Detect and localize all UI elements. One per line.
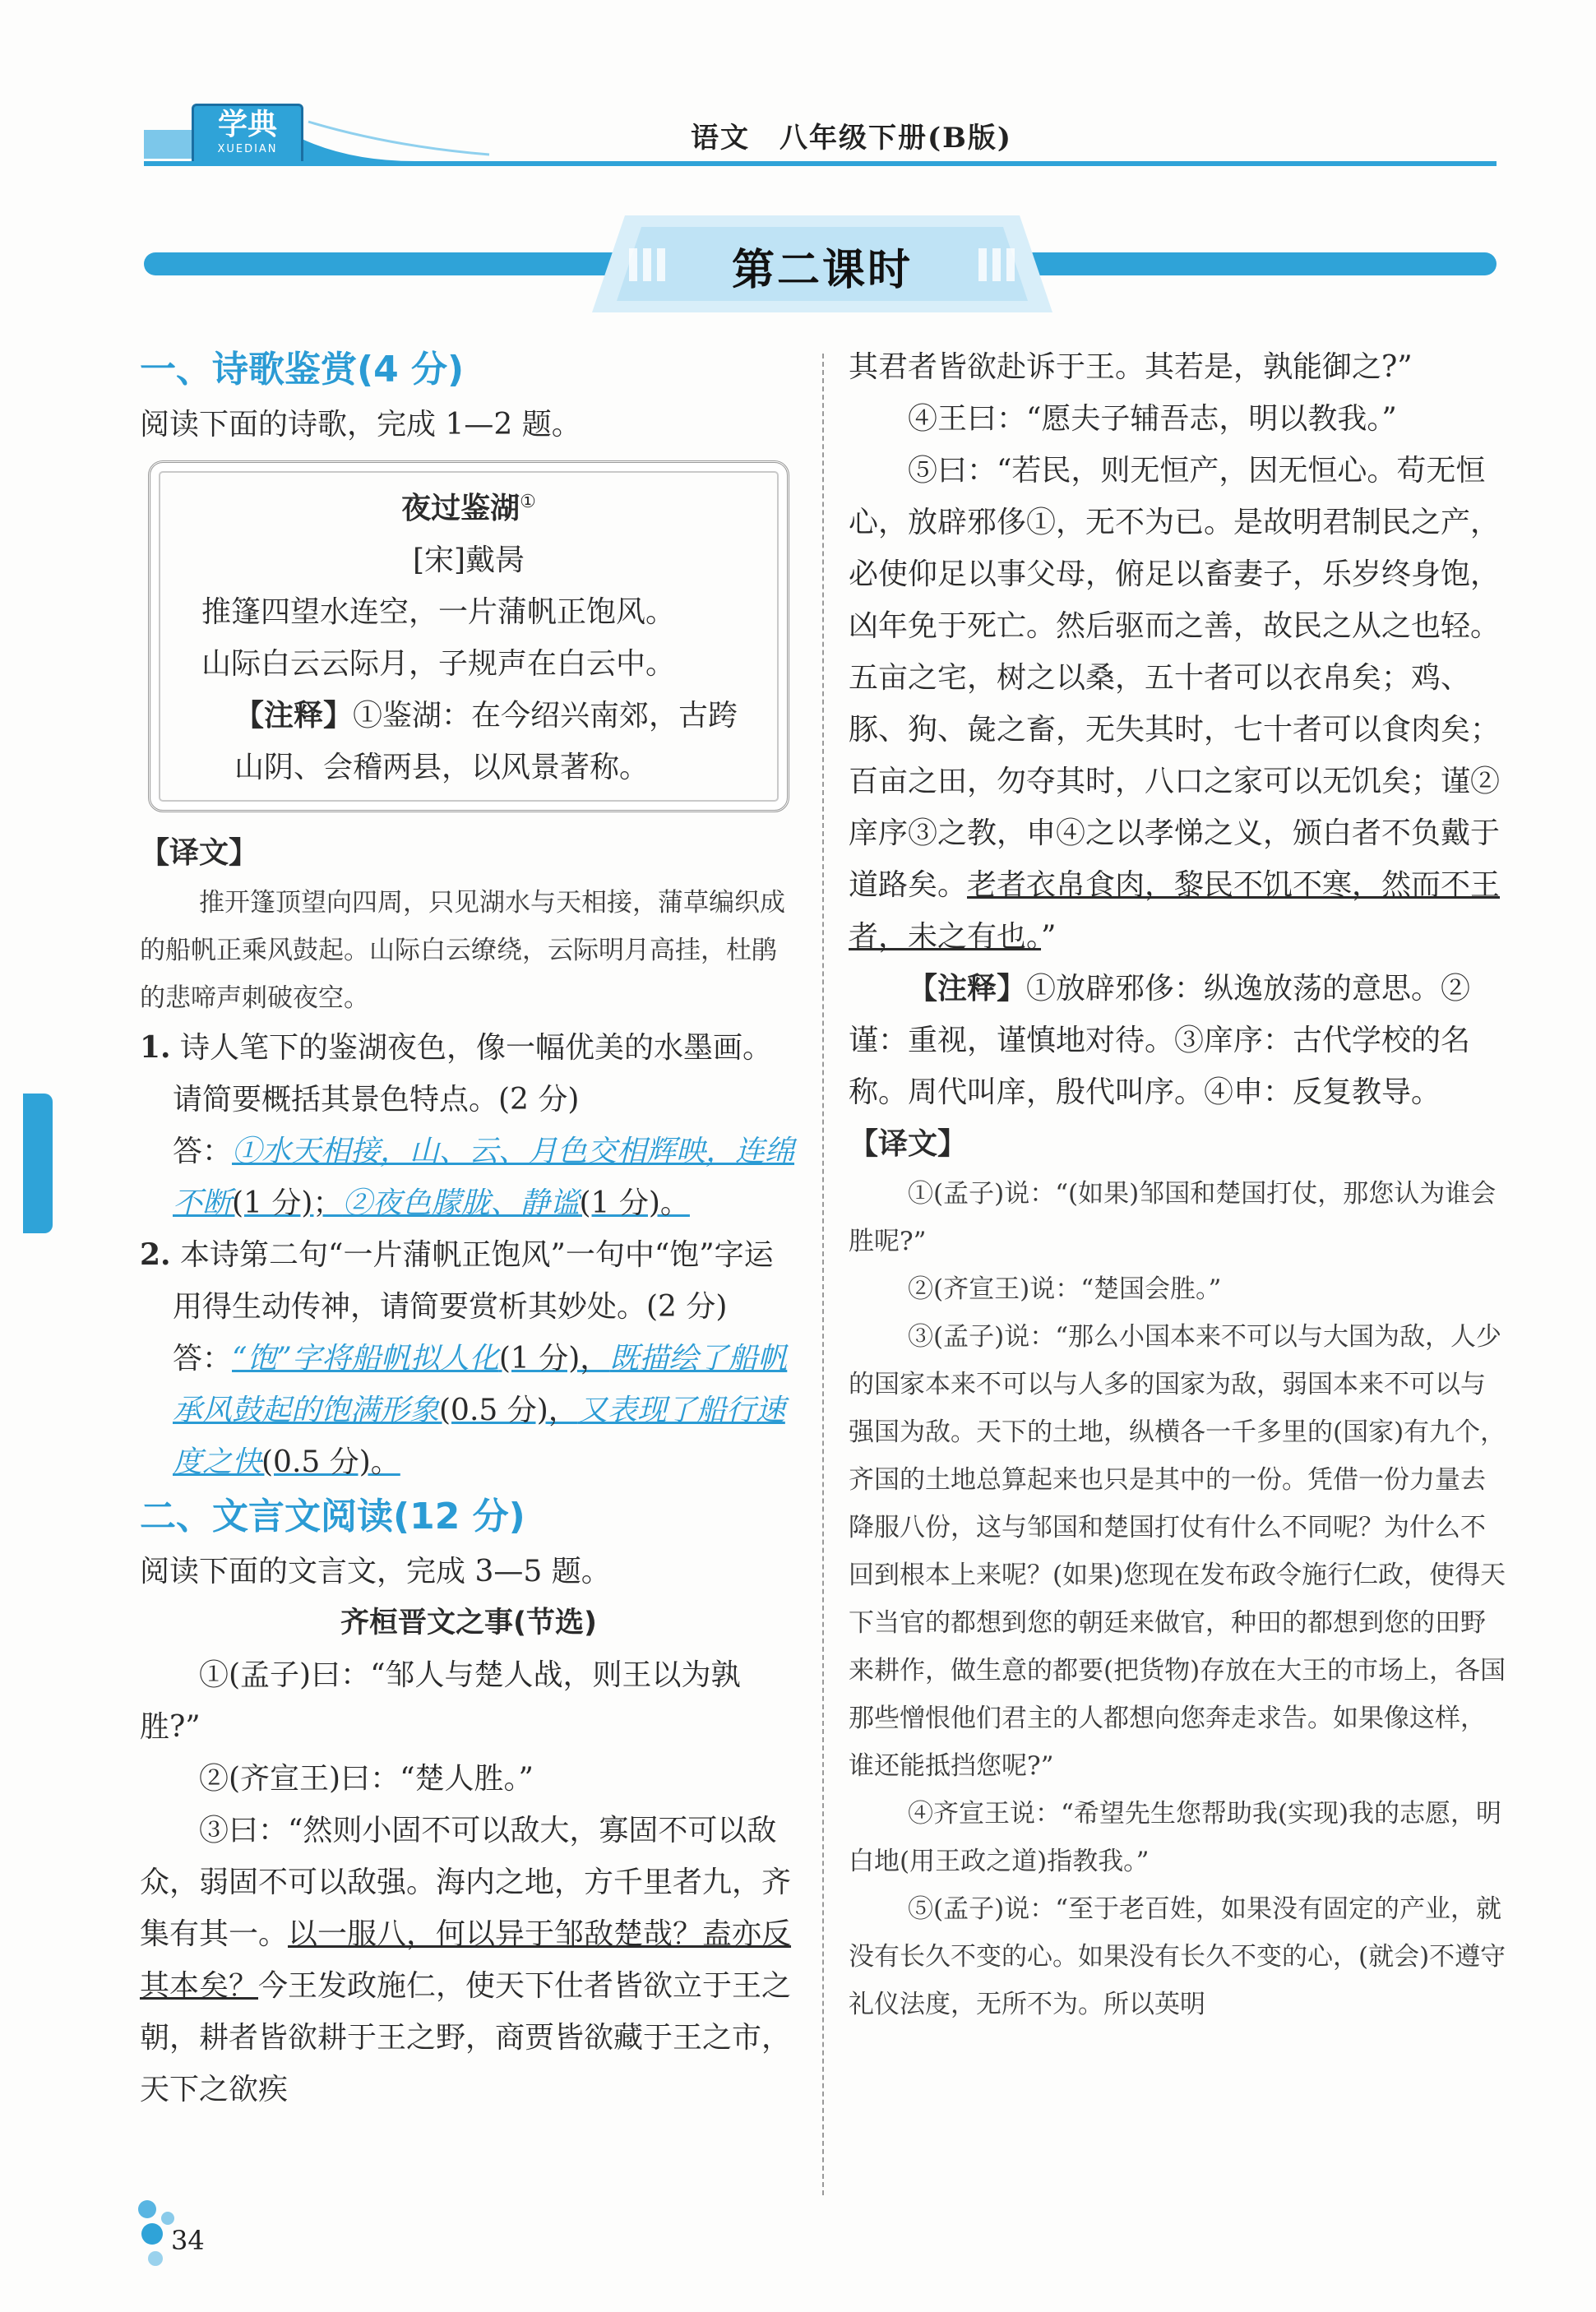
q2-answer bbox=[140, 1333, 798, 1488]
poem-box bbox=[148, 460, 789, 812]
wenyan-para-4: ④王曰：“愿夫子辅吾志，明以教我。” bbox=[908, 402, 1397, 436]
q1-answer-a: ①水天相接，山、云、月色交相辉映，连绵不断 bbox=[173, 1135, 795, 1220]
part1-heading: 一、诗歌鉴赏(4 分) bbox=[140, 349, 465, 391]
q1-number: 1. bbox=[140, 1030, 171, 1065]
q2-answer-label: 答： bbox=[173, 1342, 233, 1376]
poem-note bbox=[201, 690, 762, 793]
q1-text: 诗人笔下的鉴湖夜色，像一幅优美的水墨画。请简要概括其景色特点。(2 分) bbox=[173, 1031, 773, 1117]
wenyan-para-1: ①(孟子)曰：“邹人与楚人战，则王以为孰胜?” bbox=[140, 1658, 741, 1744]
translation-5: ⑤(孟子)说：“至于老百姓，如果没有固定的产业，就没有长久不变的心。如果没有长久不变的心，(就会)不遵守礼仪法度，无所不为。所以英明 bbox=[849, 1894, 1506, 2019]
q1-answer-label: 答： bbox=[173, 1135, 233, 1168]
wenyan-para-3-a: ③曰：“然则小固不可以敌大，寡固不可以敌众，弱固不可以敌强。海内之地，方千里者九，齐集有其一。 bbox=[140, 1814, 792, 1951]
poem-note-tag: 【注释】 bbox=[234, 699, 354, 733]
wenyan-notes bbox=[849, 963, 1506, 1118]
page-number: 34 bbox=[171, 2225, 205, 2256]
part1-intro: 阅读下面的诗歌，完成 1—2 题。 bbox=[140, 408, 581, 442]
poem-note-text: ①鉴湖：在今绍兴南郊，古跨山阴、会稽两县，以风景著称。 bbox=[234, 699, 738, 784]
section-title: 第二课时 bbox=[731, 246, 913, 295]
wenyan-para-3-b: 今王发政施仁，使天下仕者皆欲立于王之朝，耕者皆欲耕于王之野，商贾皆欲藏于王之市，天下之欲疾 bbox=[140, 1969, 792, 2106]
right-column bbox=[849, 341, 1506, 2028]
question-2 bbox=[140, 1229, 798, 1333]
translation-1: ①(孟子)说：“(如果)邹国和楚国打仗，那您认为谁会胜呢?” bbox=[849, 1179, 1497, 1256]
q2-answer-c: 又表现了船行速度之快 bbox=[173, 1394, 785, 1479]
book-title: 语文 八年级下册(B版) bbox=[691, 122, 1012, 155]
wenyan-para-5 bbox=[849, 445, 1506, 963]
wenyan-para-3-cont: 其君者皆欲赴诉于王。其若是，孰能御之?” bbox=[849, 350, 1413, 384]
header-rule bbox=[144, 161, 1497, 166]
poem-yiwen-tag: 【译文】 bbox=[140, 836, 259, 870]
poem-title-note: ① bbox=[520, 492, 536, 512]
translation-2: ②(齐宣王)说：“楚国会胜。” bbox=[908, 1274, 1222, 1304]
q2-answer-b-score: (0.5 分)， bbox=[439, 1394, 578, 1427]
q2-answer-a-score: (1 分)， bbox=[498, 1342, 610, 1376]
wenyan-para-5-underlined: 老者衣帛食肉，黎民不饥不寒，然而不王者，未之有也。 bbox=[849, 868, 1501, 954]
wenyan-para-3-underlined: 以一服八，何以异于邹敌楚哉？盍亦反其本矣？ bbox=[140, 1917, 792, 2003]
q1-answer-b-score: (1 分)。 bbox=[579, 1186, 690, 1220]
wenyan-para-5-b: ” bbox=[1041, 920, 1057, 954]
q2-answer-c-score: (0.5 分)。 bbox=[261, 1445, 400, 1479]
logo-text-cn: 学典 bbox=[217, 107, 277, 141]
poem-author: [宋]戴昺 bbox=[412, 543, 525, 577]
wenyan-para-2: ②(齐宣王)曰：“楚人胜。” bbox=[199, 1762, 534, 1796]
poem-translation: 推开篷顶望向四周，只见湖水与天相接，蒲草编织成的船帆正乘风鼓起。山际白云缭绕，云际明月高挂，杜鹃的悲啼声刺破夜空。 bbox=[140, 888, 785, 1013]
poem-title-line bbox=[175, 476, 762, 534]
q1-answer-a-score: (1 分)； bbox=[232, 1186, 343, 1220]
poem-line-1: 推篷四望水连空，一片蒲帆正饱风。 bbox=[201, 595, 676, 629]
q2-number: 2. bbox=[140, 1237, 171, 1272]
part2-intro: 阅读下面的文言文，完成 3—5 题。 bbox=[140, 1555, 611, 1588]
q2-answer-b: 既描绘了船帆承风鼓起的饱满形象 bbox=[173, 1342, 788, 1427]
wenyan-yiwen-tag: 【译文】 bbox=[849, 1127, 968, 1161]
wenyan-para-3 bbox=[140, 1805, 798, 2115]
q1-answer bbox=[140, 1126, 798, 1229]
left-column bbox=[140, 341, 798, 2115]
column-divider bbox=[822, 354, 824, 2195]
wenyan-note-tag: 【注释】 bbox=[908, 972, 1027, 1006]
q1-answer-b: ②夜色朦胧、静谧 bbox=[342, 1186, 580, 1220]
wenyan-para-5-a: ⑤曰：“若民，则无恒产，因无恒心。苟无恒心，放辟邪侈①，无不为已。是故明君制民之产，必使仰足以事父母，俯足以畜妻子，乐岁终身饱，凶年免于死亡。然后驱而之善，故民之从之也轻。五亩之宅，树之以桑，五十者可以衣帛矣；鸡、豚、狗、彘之畜，无失其时，七十者可以食肉矣；百亩之田，勿夺其时，八口之家可以无饥矣；谨②庠序③之教，申④之以孝悌之义，颁白者不负戴于道路矣。 bbox=[849, 454, 1501, 902]
part2-heading: 二、文言文阅读(12 分) bbox=[140, 1496, 525, 1537]
translation-4: ④齐宣王说：“希望先生您帮助我(实现)我的志愿，明白地(用王政之道)指教我。” bbox=[849, 1799, 1502, 1876]
side-tab bbox=[23, 1094, 53, 1233]
translation-3: ③(孟子)说：“那么小国本来不可以与大国为敌，人少的国家本来不可以与人多的国家为敌，弱国本来不可以与强国为敌。天下的土地，纵横各一千多里的(国家)有九个，齐国的土地总算起来也只是其中的一份。凭借一份力量去降服八份，这与邹国和楚国打仗有什么不同呢？为什么不回到根本上来呢？(如果)您现在发布政令施行仁政，使得天下当官的都想到您的朝廷来做官，种田的都想到您的田野来耕作，做生意的都要(把货物)存放在大王的市场上，各国那些憎恨他们君主的人都想向您奔走求告。如果像这样，谁还能抵挡您呢?” bbox=[849, 1322, 1506, 1781]
logo-text-en: XUEDIAN bbox=[217, 143, 278, 155]
poem-title: 夜过鉴湖 bbox=[401, 492, 520, 525]
poem-line-2: 山际白云云际月，子规声在白云中。 bbox=[201, 647, 676, 681]
wenyan-title: 齐桓晋文之事(节选) bbox=[340, 1607, 597, 1639]
q2-text: 本诗第二句“一片蒲帆正饱风”一句中“饱”字运用得生动传神，请简要赏析其妙处。(2 分) bbox=[173, 1238, 774, 1324]
brand-logo bbox=[192, 104, 303, 166]
wenyan-note-text: ①放辟邪侈：纵逸放荡的意思。②谨：重视，谨慎地对待。③庠序：古代学校的名称。周代叫庠，殷代叫序。④申：反复教导。 bbox=[849, 972, 1471, 1109]
q2-answer-a: “饱”字将船帆拟人化 bbox=[232, 1342, 499, 1376]
question-1 bbox=[140, 1022, 798, 1126]
